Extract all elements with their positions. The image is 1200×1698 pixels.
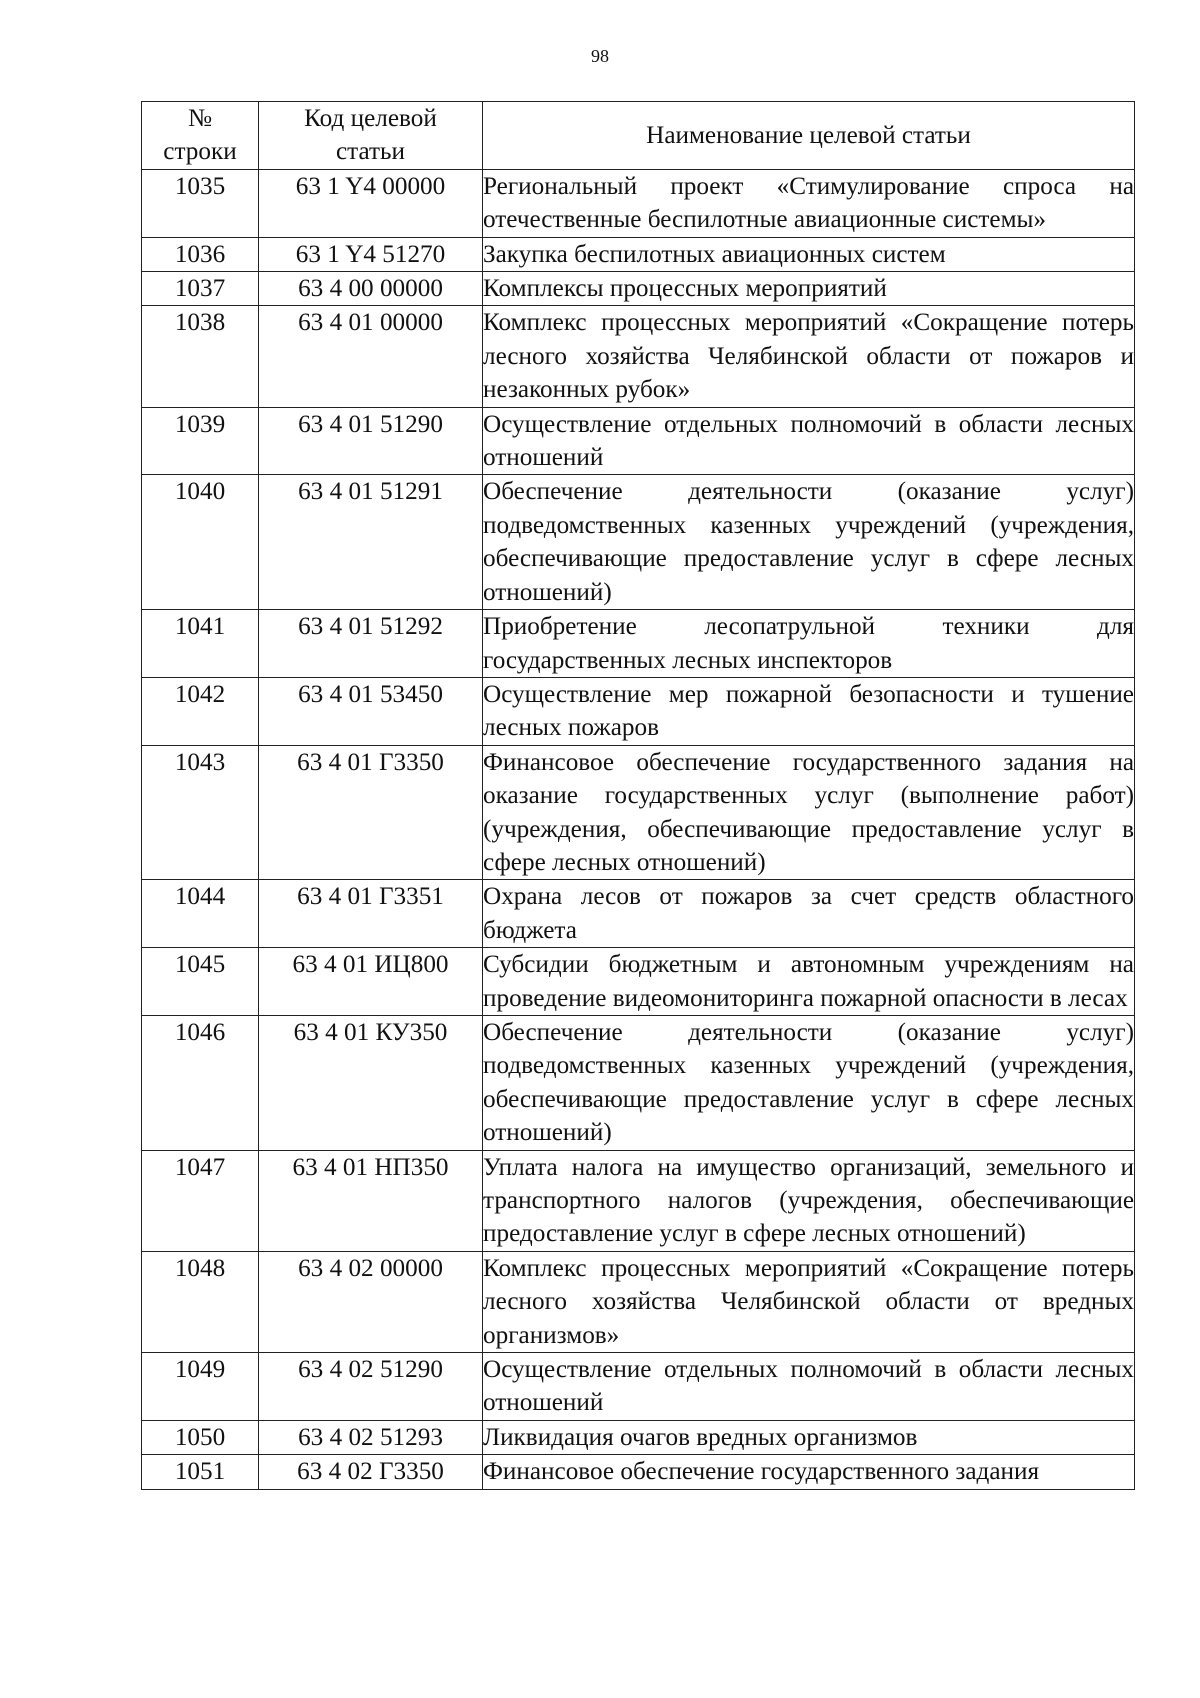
row-number: 1037	[142, 272, 259, 306]
table-row	[142, 1251, 1135, 1352]
target-name: Осуществление отдельных полномочий в области лесных отношений	[483, 407, 1135, 475]
table-row	[142, 610, 1135, 678]
target-code: 63 4 02 Г3350	[259, 1455, 483, 1489]
target-name: Комплексы процессных мероприятий	[483, 272, 1135, 306]
row-number: 1048	[142, 1251, 259, 1352]
target-name: Обеспечение деятельности (оказание услуг) подведомственных казенных учреждений (учреждения, обеспечивающие предоставление услуг в сфере лесных отношений)	[483, 1015, 1135, 1150]
row-number: 1036	[142, 237, 259, 271]
target-name: Обеспечение деятельности (оказание услуг) подведомственных казенных учреждений (учреждения, обеспечивающие предоставление услуг в сфере лесных отношений)	[483, 475, 1135, 610]
row-number: 1040	[142, 475, 259, 610]
header-row-number-line2: строки	[163, 138, 237, 166]
row-number: 1038	[142, 306, 259, 407]
target-code: 63 1 Y4 00000	[259, 169, 483, 237]
target-name: Финансовое обеспечение государственного задания на оказание государственных услуг (выполнение работ) (учреждения, обеспечивающие предоставление услуг в сфере лесных отношений)	[483, 745, 1135, 880]
target-name: Комплекс процессных мероприятий «Сокращение потерь лесного хозяйства Челябинской области от пожаров и незаконных рубок»	[483, 306, 1135, 407]
header-row-number	[142, 102, 259, 170]
row-number: 1050	[142, 1420, 259, 1454]
table-row	[142, 306, 1135, 407]
row-number: 1046	[142, 1015, 259, 1150]
table-row	[142, 169, 1135, 237]
target-name: Охрана лесов от пожаров за счет средств областного бюджета	[483, 880, 1135, 948]
table-row	[142, 880, 1135, 948]
table-row	[142, 1150, 1135, 1251]
target-code: 63 4 01 НП350	[259, 1150, 483, 1251]
target-code: 63 4 01 Г3350	[259, 745, 483, 880]
target-name: Приобретение лесопатрульной техники для государственных лесных инспекторов	[483, 610, 1135, 678]
table-row	[142, 237, 1135, 271]
row-number: 1041	[142, 610, 259, 678]
target-code: 63 1 Y4 51270	[259, 237, 483, 271]
target-name: Закупка беспилотных авиационных систем	[483, 237, 1135, 271]
target-code: 63 4 01 51290	[259, 407, 483, 475]
target-name: Финансовое обеспечение государственного задания	[483, 1455, 1135, 1489]
target-code: 63 4 01 Г3351	[259, 880, 483, 948]
header-target-code-line1: Код целевой	[304, 105, 437, 132]
table-row	[142, 948, 1135, 1016]
target-code: 63 4 02 00000	[259, 1251, 483, 1352]
table-row	[142, 475, 1135, 610]
header-row-number-line1: №	[187, 105, 213, 132]
header-target-code-line2: статьи	[336, 138, 405, 166]
target-articles-table	[141, 101, 1135, 1490]
target-name: Осуществление мер пожарной безопасности и тушение лесных пожаров	[483, 677, 1135, 745]
row-number: 1035	[142, 169, 259, 237]
row-number: 1045	[142, 948, 259, 1016]
target-code: 63 4 01 ИЦ800	[259, 948, 483, 1016]
table-row	[142, 1353, 1135, 1421]
row-number: 1043	[142, 745, 259, 880]
target-code: 63 4 00 00000	[259, 272, 483, 306]
target-name: Комплекс процессных мероприятий «Сокращение потерь лесного хозяйства Челябинской области от вредных организмов»	[483, 1251, 1135, 1352]
table-row	[142, 1455, 1135, 1489]
row-number: 1047	[142, 1150, 259, 1251]
target-code: 63 4 01 51292	[259, 610, 483, 678]
table-header-row	[142, 102, 1135, 170]
table-row	[142, 272, 1135, 306]
target-name: Субсидии бюджетным и автономным учреждениям на проведение видеомониторинга пожарной опасности в лесах	[483, 948, 1135, 1016]
target-code: 63 4 01 51291	[259, 475, 483, 610]
row-number: 1039	[142, 407, 259, 475]
table-row	[142, 1420, 1135, 1454]
target-code: 63 4 01 КУ350	[259, 1015, 483, 1150]
page-number: 98	[591, 46, 609, 66]
target-name: Осуществление отдельных полномочий в области лесных отношений	[483, 1353, 1135, 1421]
table-row	[142, 407, 1135, 475]
row-number: 1051	[142, 1455, 259, 1489]
header-target-name: Наименование целевой статьи	[483, 102, 1135, 170]
table-row	[142, 745, 1135, 880]
table-row	[142, 677, 1135, 745]
target-name: Уплата налога на имущество организаций, земельного и транспортного налогов (учреждения, обеспечивающие предоставление услуг в сфере лесных отношений)	[483, 1150, 1135, 1251]
target-code: 63 4 02 51290	[259, 1353, 483, 1421]
target-code: 63 4 01 00000	[259, 306, 483, 407]
target-code: 63 4 01 53450	[259, 677, 483, 745]
header-target-code	[259, 102, 483, 170]
target-code: 63 4 02 51293	[259, 1420, 483, 1454]
table-row	[142, 1015, 1135, 1150]
row-number: 1044	[142, 880, 259, 948]
target-name: Региональный проект «Стимулирование спроса на отечественные беспилотные авиационные системы»	[483, 169, 1135, 237]
target-name: Ликвидация очагов вредных организмов	[483, 1420, 1135, 1454]
row-number: 1049	[142, 1353, 259, 1421]
row-number: 1042	[142, 677, 259, 745]
